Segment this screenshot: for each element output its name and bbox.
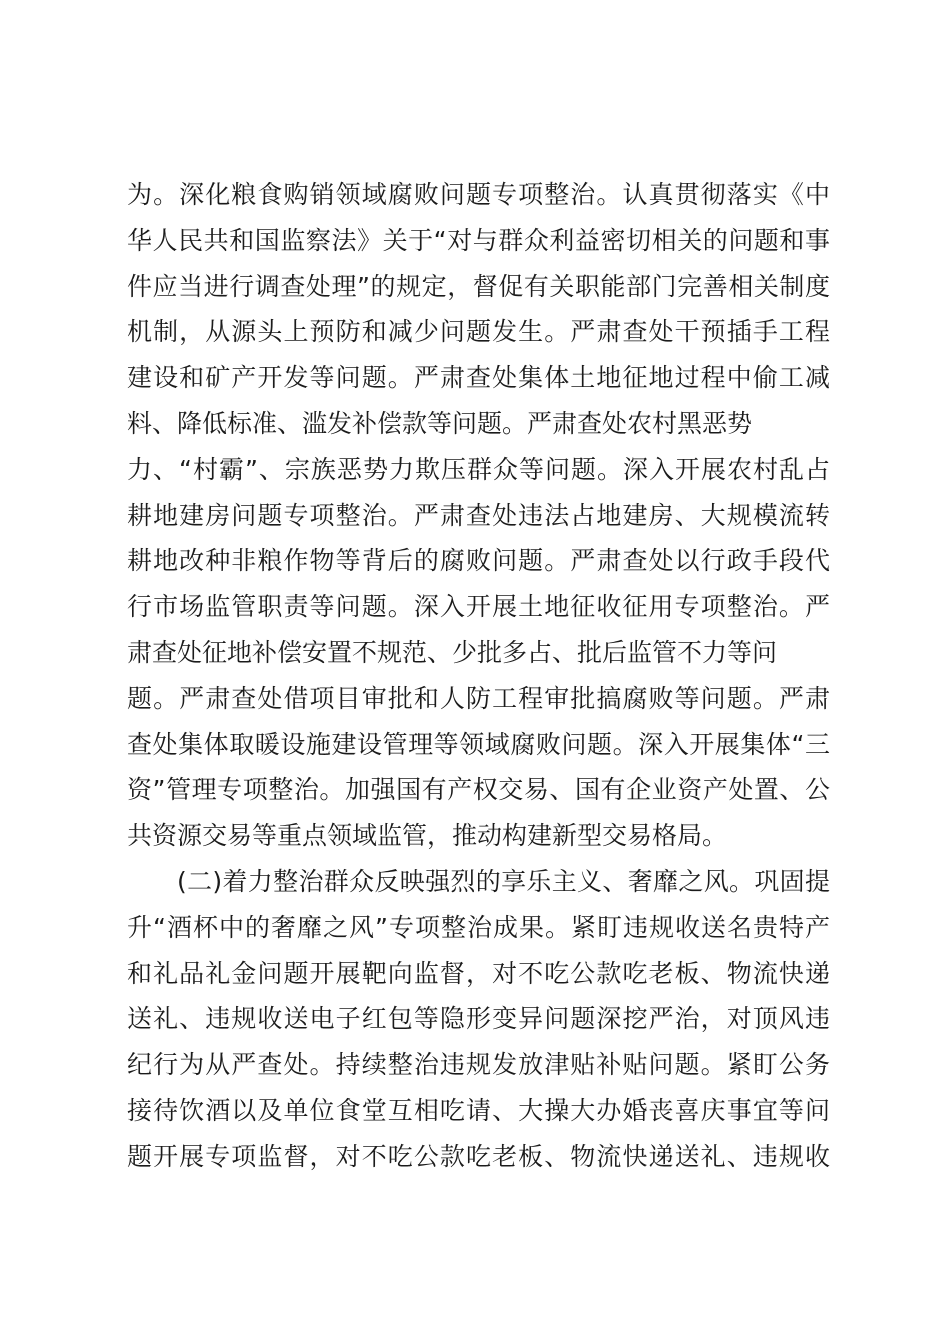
text-line: 为。深化粮食购销领域腐败问题专项整治。认真贯彻落实《中	[127, 180, 830, 209]
text-line: 接待饮酒以及单位食堂互相吃请、大操大办婚丧喜庆事宜等问	[127, 1095, 830, 1125]
text-line: 行市场监管职责等问题。深入开展土地征收征用专项整治。严	[127, 592, 830, 622]
section-heading-line: (二)着力整治群众反映强烈的享乐主义、奢靡之风。巩固提	[177, 866, 830, 896]
text-line: 和礼品礼金问题开展靶向监督，对不吃公款吃老板、物流快递	[127, 958, 830, 988]
text-line: 力、“村霸”、宗族恶势力欺压群众等问题。深入开展农村乱占	[127, 454, 830, 484]
text-line: 纪行为从严查处。持续整治违规发放津贴补贴问题。紧盯公务	[127, 1050, 830, 1080]
text-line: 件应当进行调查处理”的规定，督促有关职能部门完善相关制度	[127, 271, 830, 301]
text-line: 华人民共和国监察法》关于“对与群众利益密切相关的问题和事	[127, 225, 830, 255]
text-line: 耕地建房问题专项整治。严肃查处违法占地建房、大规模流转	[127, 500, 830, 530]
text-line: 升“酒杯中的奢靡之风”专项整治成果。紧盯违规收送名贵特产	[127, 912, 830, 942]
text-line: 机制，从源头上预防和减少问题发生。严肃查处干预插手工程	[127, 317, 830, 347]
text-line: 建设和矿产开发等问题。严肃查处集体土地征地过程中偷工减	[127, 363, 830, 393]
text-line: 送礼、违规收送电子红包等隐形变异问题深挖严治，对顶风违	[127, 1004, 830, 1034]
paragraph-end-line: 共资源交易等重点领域监管，推动构建新型交易格局。	[127, 821, 728, 851]
body-text	[127, 172, 830, 1180]
text-line: 题开展专项监督，对不吃公款吃老板、物流快递送礼、违规收	[127, 1141, 830, 1171]
text-line: 资”管理专项整治。加强国有产权交易、国有企业资产处置、公	[127, 775, 830, 805]
text-line: 肃查处征地补偿安置不规范、少批多占、批后监管不力等问	[127, 637, 778, 667]
text-line: 查处集体取暖设施建设管理等领域腐败问题。深入开展集体“三	[127, 729, 830, 759]
text-line: 耕地改种非粮作物等背后的腐败问题。严肃查处以行政手段代	[127, 546, 830, 576]
text-line: 料、降低标准、滥发补偿款等问题。严肃查处农村黑恶势	[127, 408, 753, 438]
text-line: 题。严肃查处借项目审批和人防工程审批搞腐败等问题。严肃	[127, 683, 830, 713]
